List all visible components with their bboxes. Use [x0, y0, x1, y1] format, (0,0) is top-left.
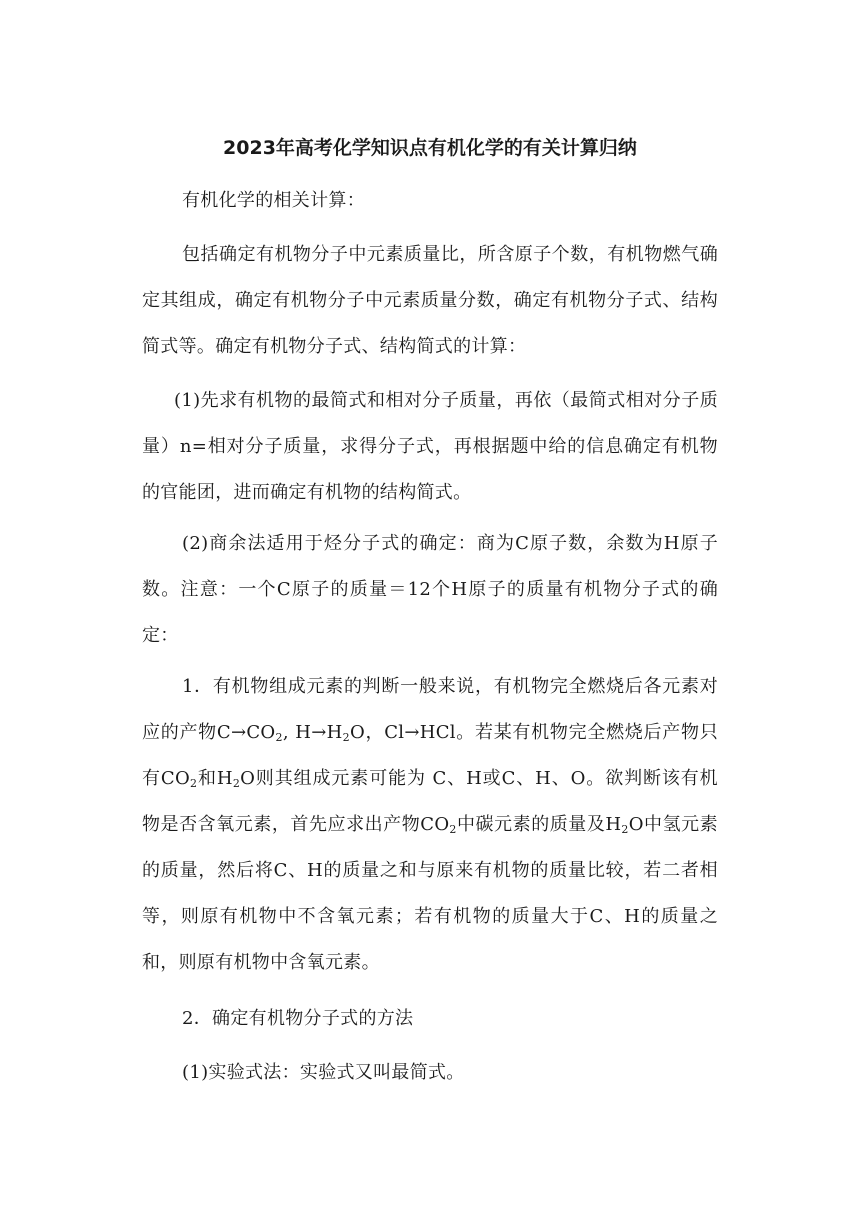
text-run: 中碳元素的质量及H — [456, 814, 622, 835]
text-run: 和H — [197, 768, 233, 789]
paragraph-scope: 包括确定有机物分子中元素质量比，所含原子个数，有机物燃气确定其组成，确定有机物分子中元素质量分数，确定有机物分子式、结构简式等。确定有机物分子式、结构简式的计算： — [142, 244, 718, 357]
text-run: O则其组成元素可能为 C、H或C、H、O。欲判断该有机物是否含氧元素，首先应求出产物CO — [142, 768, 718, 835]
paragraph-experimental-formula: (1)实验式法：实验式又叫最简式。 — [182, 1062, 465, 1083]
text-run: 1．有机物组成元素的判断一般来说，有机物完全燃烧后各元素对应的产物C→CO — [142, 676, 718, 743]
subscript: 2 — [190, 777, 198, 790]
text-run: O中氢元素的质量，然后将C、H的质量之和与原来有机物的质量比较，若二者相等，则原有机物中不含氧元素；若有机物的质量大于C、H的质量之和，则原有机物中含氧元素。 — [142, 814, 718, 973]
subscript: 2 — [342, 731, 350, 744]
paragraph-method-1: (1)先求有机物的最简式和相对分子质量，再依（最简式相对分子质量）n=相对分子质量，求得分子式，再根据题中给的信息确定有机物的官能团，进而确定有机物的结构简式。 — [142, 390, 718, 503]
paragraph-element-judgement — [142, 664, 718, 986]
text-run: , H→H — [282, 722, 343, 743]
paragraph-method-2: (2)商余法适用于烃分子式的确定：商为C原子数，余数为H原子数。注意：一个C原子的质量＝12个H原子的质量有机物分子式的确定： — [142, 533, 718, 646]
paragraph-section-2-heading: 2．确定有机物分子式的方法 — [182, 1008, 414, 1029]
subscript: 2 — [621, 823, 629, 836]
subscript: 2 — [449, 823, 457, 836]
subscript: 2 — [232, 777, 241, 790]
document-title: 2023年高考化学知识点有机化学的有关计算归纳 — [223, 137, 637, 159]
paragraph-intro: 有机化学的相关计算： — [182, 190, 365, 211]
subscript: 2 — [275, 731, 283, 744]
text-run: O，Cl→HCl。若某有机物完全燃烧后产物只有CO — [142, 722, 718, 789]
